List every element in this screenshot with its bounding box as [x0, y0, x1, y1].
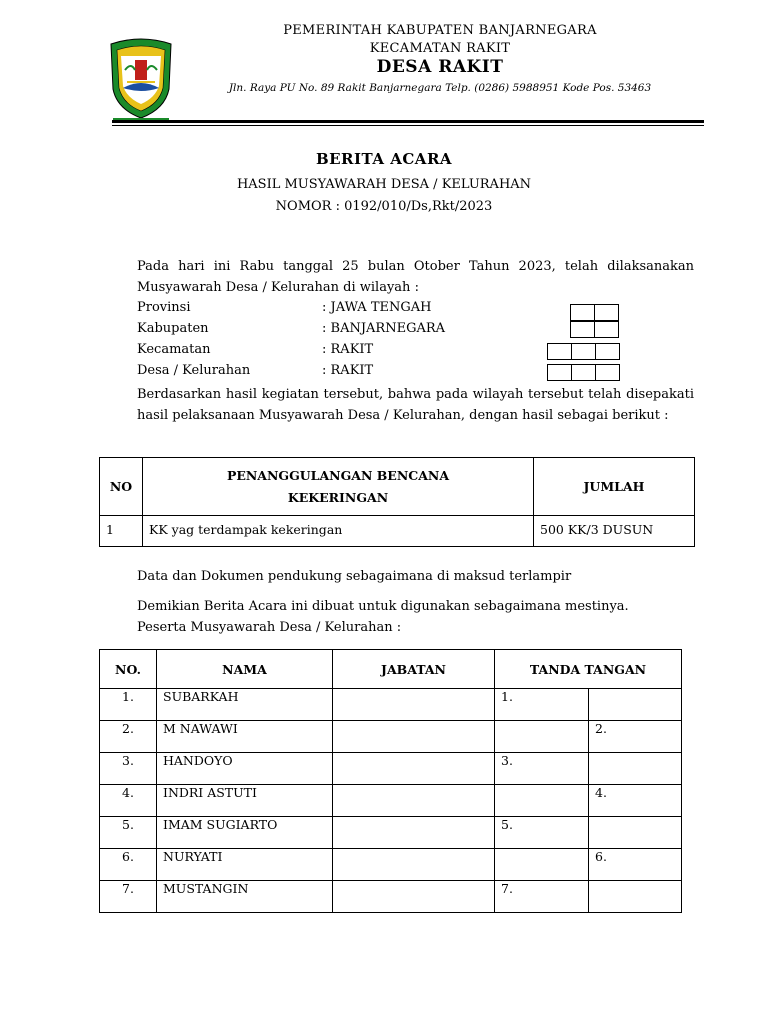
code-box-desa [547, 364, 620, 381]
participant-jabatan [333, 753, 495, 785]
participant-jabatan [333, 689, 495, 721]
region-label-kabupaten: Kabupaten [137, 321, 209, 336]
document-subtitle: HASIL MUSYAWARAH DESA / KELURAHAN [236, 177, 532, 192]
participant-jabatan [333, 721, 495, 753]
participant-jabatan [333, 785, 495, 817]
header-divider [112, 120, 704, 123]
participant-jabatan [333, 817, 495, 849]
participants-header-nama: NAMA [157, 650, 333, 689]
participant-ttd-right: 4. [589, 785, 682, 817]
participant-ttd-right: 2. [589, 721, 682, 753]
code-box-kecamatan [547, 343, 620, 360]
region-value-provinsi: : JAWA TENGAH [322, 300, 432, 315]
participants-header-jabatan: JABATAN [333, 650, 495, 689]
table-row [100, 721, 682, 753]
header-line-2: KECAMATAN RAKIT [369, 41, 511, 56]
header-address: Jln. Raya PU No. 89 Rakit Banjarnegara Telp. (0286) 5988951 Kode Pos. 53463 [228, 82, 652, 94]
participant-no: 1. [100, 689, 157, 721]
result-cell-no: 1 [100, 516, 143, 547]
participants-header-no: NO. [100, 650, 157, 689]
participant-nama: INDRI ASTUTI [157, 785, 333, 817]
result-header-jumlah: JUMLAH [534, 458, 695, 516]
document-title: BERITA ACARA [315, 150, 453, 168]
participant-nama: MUSTANGIN [157, 881, 333, 913]
participant-no: 6. [100, 849, 157, 881]
table-row [100, 817, 682, 849]
table-row [100, 689, 682, 721]
participant-ttd-left: 7. [495, 881, 589, 913]
participant-nama: IMAM SUGIARTO [157, 817, 333, 849]
participants-table [99, 649, 682, 913]
closing-line-3: Peserta Musyawarah Desa / Kelurahan : [137, 620, 402, 635]
table-row [100, 849, 682, 881]
result-cell-item: KK yag terdampak kekeringan [143, 516, 534, 547]
participant-no: 5. [100, 817, 157, 849]
participant-no: 7. [100, 881, 157, 913]
header-divider-thin [112, 125, 704, 126]
participant-jabatan [333, 849, 495, 881]
region-label-desa: Desa / Kelurahan [137, 363, 251, 378]
participant-ttd-left [495, 849, 589, 881]
region-label-provinsi: Provinsi [137, 300, 191, 315]
participant-ttd-left [495, 721, 589, 753]
participant-ttd-right [589, 753, 682, 785]
intro-paragraph: Pada hari ini Rabu tanggal 25 bulan Otober Tahun 2023, telah dilaksanakan Musyawarah Desa / Kelurahan di wilayah : [137, 259, 694, 295]
participant-ttd-left: 1. [495, 689, 589, 721]
closing-line-2: Demikian Berita Acara ini dibuat untuk digunakan sebagaimana mestinya. [137, 599, 629, 614]
result-table-header [100, 458, 695, 516]
participant-ttd-left: 3. [495, 753, 589, 785]
regency-crest-icon [105, 34, 177, 124]
participant-ttd-right: 6. [589, 849, 682, 881]
table-row [100, 753, 682, 785]
participant-nama: NURYATI [157, 849, 333, 881]
region-label-kecamatan: Kecamatan [137, 342, 211, 357]
table-row [100, 516, 695, 547]
table-row [100, 785, 682, 817]
participant-no: 2. [100, 721, 157, 753]
code-box-kabupaten [570, 321, 619, 338]
participant-nama: M NAWAWI [157, 721, 333, 753]
result-table [99, 457, 695, 547]
participant-nama: HANDOYO [157, 753, 333, 785]
result-header-item: PENANGGULANGAN BENCANA KEKERINGAN [143, 458, 534, 516]
result-intro-paragraph: Berdasarkan hasil kegiatan tersebut, bahwa pada wilayah tersebut telah disepakati hasil pelaksanaan Musyawarah Desa / Kelurahan, dengan hasil sebagai berikut : [137, 387, 694, 423]
participant-jabatan [333, 881, 495, 913]
closing-line-1: Data dan Dokumen pendukung sebagaimana di maksud terlampir [137, 569, 572, 584]
code-box-provinsi [570, 304, 619, 321]
region-value-desa: : RAKIT [322, 363, 374, 378]
participant-no: 3. [100, 753, 157, 785]
participant-ttd-left: 5. [495, 817, 589, 849]
participant-ttd-right [589, 689, 682, 721]
result-header-no: NO [100, 458, 143, 516]
result-cell-jumlah: 500 KK/3 DUSUN [534, 516, 695, 547]
region-value-kecamatan: : RAKIT [322, 342, 374, 357]
participants-table-header [100, 650, 682, 689]
header-line-1: PEMERINTAH KABUPATEN BANJARNEGARA [283, 23, 597, 38]
participants-header-ttd: TANDA TANGAN [495, 650, 682, 689]
participant-ttd-right [589, 881, 682, 913]
participant-no: 4. [100, 785, 157, 817]
participant-ttd-left [495, 785, 589, 817]
participant-ttd-right [589, 817, 682, 849]
document-number: NOMOR : 0192/010/Ds,Rkt/2023 [275, 199, 493, 214]
region-value-kabupaten: : BANJARNEGARA [322, 321, 446, 336]
header-line-3: DESA RAKIT [376, 57, 504, 77]
table-row [100, 881, 682, 913]
participant-nama: SUBARKAH [157, 689, 333, 721]
